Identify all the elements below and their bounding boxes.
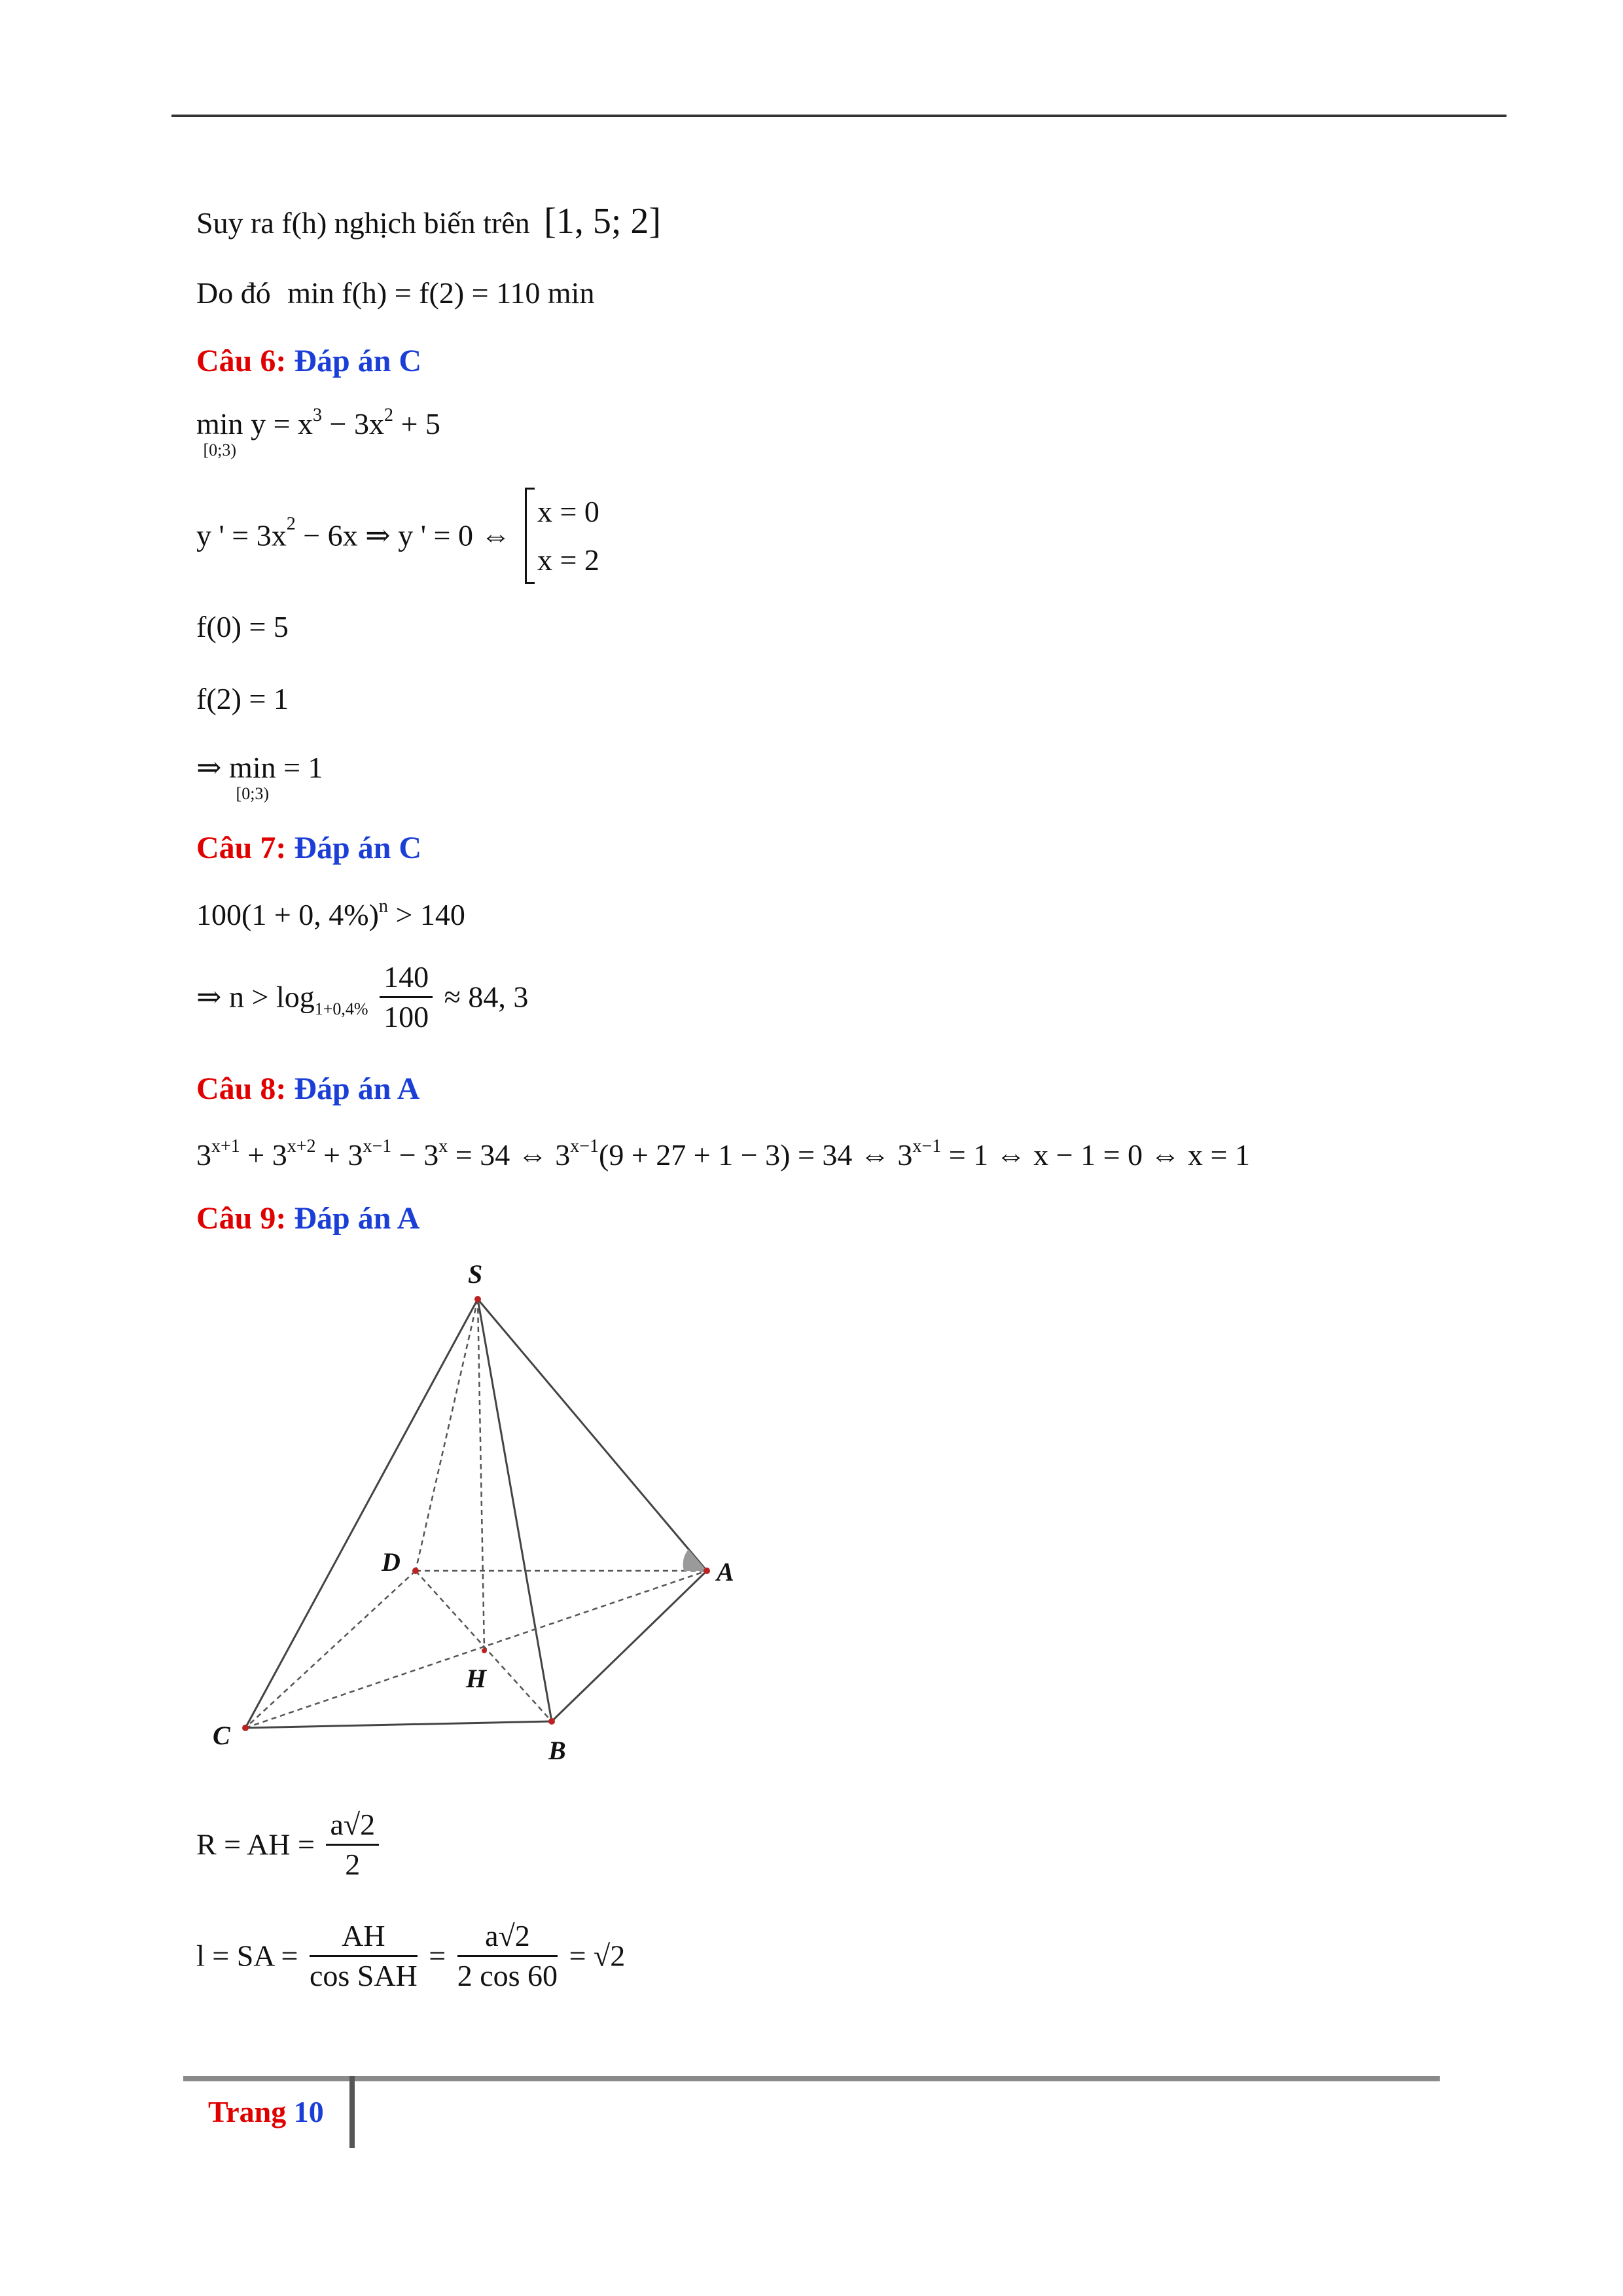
edge-sc (245, 1299, 478, 1728)
q8-e5: x−1 (570, 1136, 599, 1157)
question-9-answer: Đáp án A (294, 1201, 420, 1236)
q6-exp-2: 2 (383, 405, 393, 425)
text-line-do-do (196, 278, 594, 308)
q6-root-1: x = 0 (537, 495, 599, 528)
slant-eq: l = SA = (196, 1939, 298, 1973)
q8-t6: (9 + 27 + 1 − 3) = 34 ⇔ 3 (599, 1138, 913, 1172)
vertex-c (242, 1725, 249, 1731)
label-c: C (213, 1721, 230, 1750)
question-8-label: Câu 8: (196, 1071, 287, 1106)
q8-t7: = 1 ⇔ x − 1 = 0 ⇔ x = 1 (941, 1138, 1250, 1172)
q7-target: > 140 (387, 898, 465, 931)
q6-func-c: + 5 (393, 407, 440, 440)
q8-t4: − 3 (391, 1138, 439, 1172)
q7-fraction (380, 962, 433, 1032)
question-7-answer: Đáp án C (294, 831, 422, 865)
question-6-answer: Đáp án C (294, 344, 422, 378)
edge-dc (245, 1571, 416, 1728)
footer-divider (349, 2076, 355, 2148)
q7-line-1 (196, 896, 465, 931)
q6-exp-3: 3 (313, 405, 323, 425)
slant-numerator-2: a√2 (457, 1921, 558, 1957)
q8-e2: x+2 (287, 1136, 316, 1157)
footer-rule (183, 2076, 1440, 2081)
question-9-label: Câu 9: (196, 1201, 287, 1236)
q6-min-value: = 1 (283, 751, 323, 784)
question-7-heading (196, 833, 421, 864)
header-rule (171, 115, 1507, 117)
q8-t5: = 34 ⇔ 3 (448, 1138, 571, 1172)
label-b: B (548, 1736, 566, 1765)
q7-log: ⇒ n > log (196, 980, 315, 1014)
q7-line-2 (196, 962, 528, 1032)
min-word: min (196, 407, 243, 440)
q6-func-a: y = x (251, 407, 313, 440)
edge-ca (245, 1571, 707, 1728)
question-8-heading (196, 1073, 419, 1105)
min-word-2: min (229, 751, 276, 784)
q8-t2: + 3 (240, 1138, 287, 1172)
min-domain-2: [0;3) (236, 784, 270, 803)
text-line-nghich-bien (196, 203, 661, 240)
q8-e3: x−1 (363, 1136, 392, 1157)
interval: [1, 5; 2] (544, 201, 662, 242)
question-8-answer: Đáp án A (294, 1071, 420, 1106)
vertex-h (482, 1648, 487, 1653)
slant-fraction-2 (457, 1921, 558, 1991)
q7-numerator: 140 (380, 962, 433, 998)
label-h: H (466, 1664, 487, 1693)
q7-exp-n: n (378, 896, 388, 916)
slant-denominator-2: 2 cos 60 (457, 1959, 558, 1992)
text-nghich-bien: Suy ra f(h) nghịch biến trên (196, 206, 530, 240)
q6-f0: f(0) = 5 (196, 610, 289, 643)
radius-numerator: a√2 (326, 1810, 379, 1846)
q8-t3: + 3 (315, 1138, 363, 1172)
label-s: S (468, 1259, 483, 1289)
math-min-fh: min f(h) = f(2) = 110 min (287, 276, 595, 310)
q7-growth: 100(1 + 0, 4%) (196, 898, 379, 931)
edge-cb (245, 1721, 552, 1728)
q6-line-2 (196, 488, 599, 584)
slant-result: = √2 (569, 1939, 626, 1973)
q6-line-1 (196, 405, 440, 459)
vertex-d (412, 1568, 419, 1574)
q8-e4: x (438, 1136, 448, 1157)
vertex-s (474, 1296, 481, 1302)
vertex-b (548, 1718, 555, 1725)
q8-e6: x−1 (912, 1136, 942, 1157)
label-d: D (382, 1547, 401, 1577)
q6-system (525, 488, 599, 584)
slant-equals: = (429, 1939, 446, 1973)
question-9-heading (196, 1203, 419, 1234)
q7-denominator: 100 (383, 1000, 429, 1033)
question-6-label: Câu 6: (196, 344, 287, 378)
q6-root-2: x = 2 (537, 543, 599, 577)
label-a: A (717, 1557, 734, 1587)
question-7-label: Câu 7: (196, 831, 287, 865)
min-operator-2 (229, 753, 276, 802)
q7-log-base: 1+0,4% (314, 999, 368, 1018)
edge-sa (478, 1299, 707, 1571)
min-domain: [0;3) (203, 440, 237, 459)
page-footer (208, 2094, 324, 2129)
vertex-a (704, 1568, 710, 1574)
q6-line-5 (196, 753, 323, 802)
slant-denominator-1: cos SAH (309, 1959, 418, 1992)
pyramid-figure (196, 1257, 785, 1780)
text-do-do: Do đó (196, 276, 271, 310)
slant-numerator-1: AH (310, 1921, 418, 1957)
edge-sd (416, 1299, 478, 1571)
q6-deriv-a: y ' = 3x (196, 518, 287, 552)
page-number: 10 (293, 2095, 324, 2128)
q7-result: ≈ 84, 3 (444, 980, 529, 1014)
slant-line (196, 1921, 625, 1991)
radius-line (196, 1810, 383, 1880)
footer-label: Trang (208, 2095, 287, 2128)
q8-e1: x+1 (211, 1136, 240, 1157)
radius-eq: R = AH = (196, 1827, 315, 1861)
q6-deriv-b: − 6x ⇒ y ' = 0 ⇔ (295, 518, 511, 552)
radius-fraction (326, 1810, 379, 1880)
q6-deriv-exp: 2 (286, 514, 296, 535)
q8-t1: 3 (196, 1138, 211, 1172)
question-6-heading (196, 346, 421, 377)
min-operator (196, 409, 243, 459)
slant-fraction-1 (310, 1921, 418, 1991)
implies-arrow: ⇒ (196, 751, 222, 784)
q6-func-b: − 3x (322, 407, 384, 440)
q6-f2: f(2) = 1 (196, 682, 289, 715)
edge-sb (478, 1299, 552, 1721)
edge-ba (552, 1571, 707, 1721)
radius-denominator: 2 (345, 1848, 361, 1881)
q8-equation (196, 1136, 1250, 1172)
edge-sh (478, 1299, 484, 1651)
angle-mark-a (683, 1549, 707, 1571)
